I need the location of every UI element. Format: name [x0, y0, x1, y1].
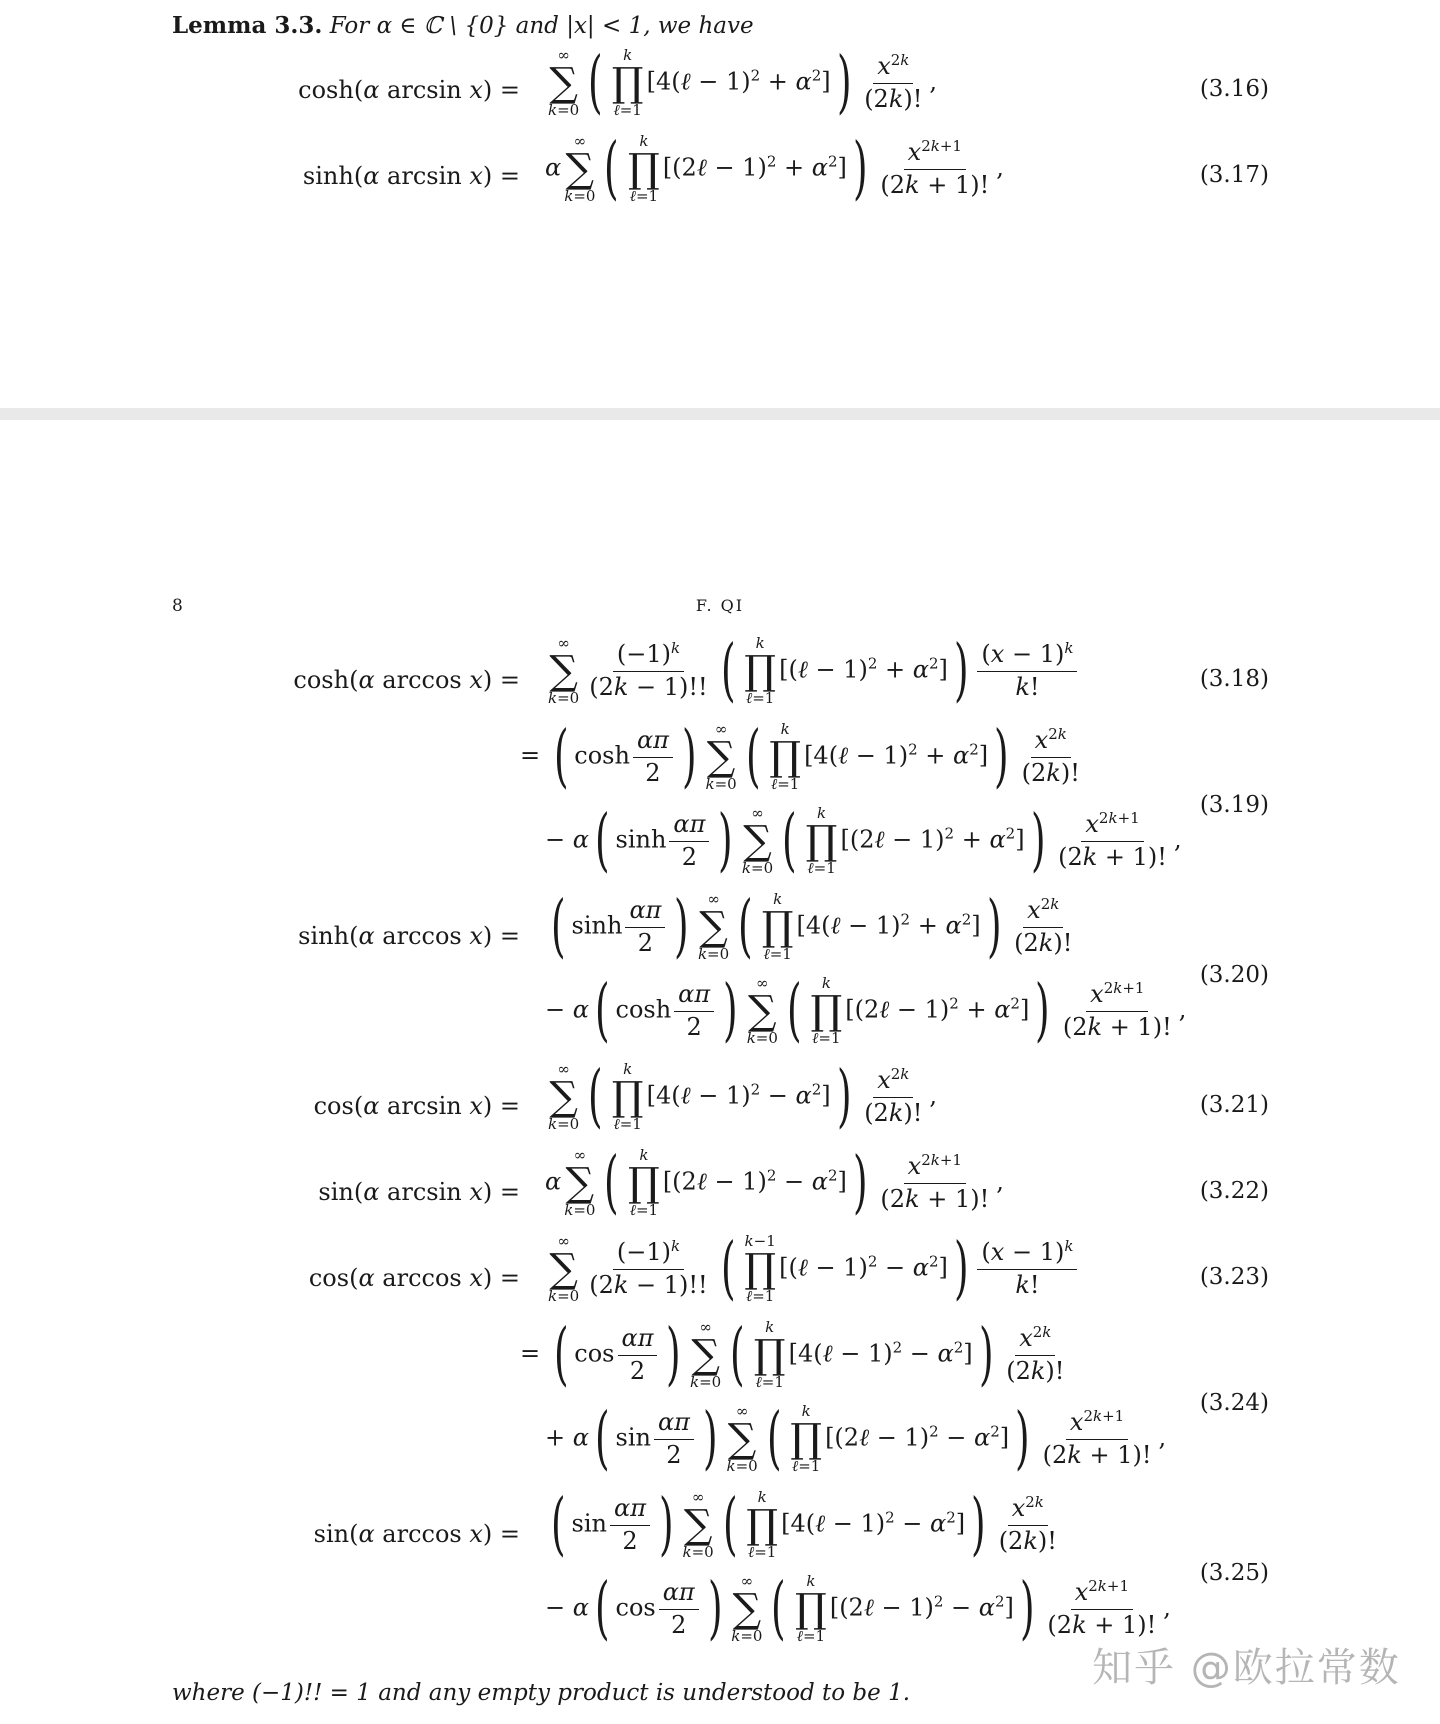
equation-rhs-line-1: ( sin $\frac{\alpha\pi}{2}$ ) ∞ ∑ k=0 ( k ∏ ℓ=1 [4(ℓ − $1)^2 - \alpha^2$]) $\frac{x^{2k}}{(2k)!}$ — [550, 1485, 1057, 1564]
equation-3-23 — [0, 1229, 1440, 1324]
page-number: 8 — [172, 596, 183, 616]
product-operator: k ∏ ℓ=1 — [744, 634, 777, 707]
equation-number: (3.25) — [1199, 1560, 1269, 1586]
equation-3-16 — [0, 43, 1440, 138]
equation-3-20 — [0, 887, 1440, 1062]
equation-rhs-line-2: − α( cosh $\frac{\alpha\pi}{2}$ ) ∞ ∑ k=0 ( k ∏ ℓ=1 [(2ℓ − $1)^2 + \alpha^2$]) $\frac{x^{2k+1}}{(2k + 1)!}$ , — [545, 971, 1187, 1050]
equation-rhs-line-1: = ( cosh $\frac{\alpha\pi}{2}$ ) ∞ ∑ k=0 ( k ∏ ℓ=1 [4(ℓ − $1)^2 + \alpha^2$]) $\frac{x^{2k}}{(2k)!}$ — [520, 717, 1080, 796]
equation-rhs: ∞ ∑ k=0 $\frac{(-1)^k}{(2k - 1)!!}$ ( k ∏ ℓ=1 [(ℓ − $1)^2 + \alpha^2$]) $\frac{(x - 1)^k}{k!}$ — [545, 636, 1080, 706]
equation-lhs: cos(α arcsin x) = — [313, 1092, 520, 1120]
equation-number: (3.24) — [1199, 1390, 1269, 1416]
fraction: $\frac{(x - 1)^k}{k!}$ — [977, 640, 1077, 701]
equation-lhs: cos(α arccos x) = — [308, 1264, 520, 1292]
equation-3-22 — [0, 1143, 1440, 1238]
equation-rhs: ∞ ∑ k=0 ( k ∏ ℓ=1 [4(ℓ − $1)^2 + \alpha^2$]) $\frac{x^{2k}}{(2k)!}$ , — [548, 43, 938, 122]
sum-operator: ∞ ∑ k=0 — [564, 132, 596, 205]
lemma-head: Lemma 3.3. — [172, 12, 323, 39]
fraction: $\frac{x^{2k}}{(2k)!}$ — [864, 51, 923, 113]
product-operator: k ∏ ℓ=1 — [627, 132, 660, 205]
page-top — [0, 0, 1440, 408]
fraction: $\frac{(-1)^k}{(2k - 1)!!}$ — [589, 639, 708, 701]
watermark: 知乎 @欧拉常数 — [1092, 1645, 1401, 1691]
equation-lhs: sinh(α arcsin x) = — [302, 162, 520, 190]
equation-rhs: α ∞ ∑ k=0 ( k ∏ ℓ=1 [(2ℓ − $1)^2 + \alpha^2$]) $\frac{x^{2k+1}}{(2k + 1)!}$ , — [545, 129, 1004, 208]
footnote: where (−1)!! = 1 and any empty product is understood to be 1. — [172, 1680, 911, 1706]
equation-3-18 — [0, 631, 1440, 726]
equation-number: (3.22) — [1199, 1178, 1269, 1204]
running-head: F. QI — [695, 596, 745, 615]
equation-lhs: sin(α arccos x) = — [313, 1520, 520, 1548]
equation-lhs: cosh(α arcsin x) = — [298, 76, 520, 104]
equation-rhs-line-1: = ( cos $\frac{\alpha\pi}{2}$ ) ∞ ∑ k=0 ( k ∏ ℓ=1 [4(ℓ − $1)^2 - \alpha^2$]) $\frac{x^{2k}}{(2k)!}$ — [520, 1315, 1065, 1394]
equation-number: (3.20) — [1199, 962, 1269, 988]
equation-number: (3.23) — [1199, 1264, 1269, 1290]
lemma-text: For α ∈ ℂ \ {0} and |x| < 1, we have — [329, 13, 754, 39]
equation-rhs-line-2: − α( cos $\frac{\alpha\pi}{2}$ ) ∞ ∑ k=0 ( k ∏ ℓ=1 [(2ℓ − $1)^2 - \alpha^2$]) $\frac{x^{2k+1}}{(2k + 1)!}$ , — [545, 1569, 1171, 1648]
page-separator — [0, 408, 1440, 420]
equation-rhs-line-2: − α( sinh $\frac{\alpha\pi}{2}$ ) ∞ ∑ k=0 ( k ∏ ℓ=1 [(2ℓ − $1)^2 + \alpha^2$]) $\frac{x^{2k+1}}{(2k + 1)!}$ , — [545, 801, 1182, 880]
equation-lhs: sin(α arcsin x) = — [318, 1178, 520, 1206]
equation-3-24 — [0, 1315, 1440, 1490]
equation-3-21 — [0, 1057, 1440, 1152]
sum-operator: ∞ ∑ k=0 — [548, 634, 580, 707]
equation-3-17 — [0, 129, 1440, 224]
sum-operator: ∞ ∑ k=0 — [548, 46, 580, 119]
equation-3-25 — [0, 1485, 1440, 1660]
lemma-statement — [172, 12, 754, 39]
equation-number: (3.18) — [1199, 666, 1269, 692]
equation-lhs: cosh(α arccos x) = — [293, 666, 520, 694]
equation-rhs-line-2: + α( sin $\frac{\alpha\pi}{2}$ ) ∞ ∑ k=0 ( k ∏ ℓ=1 [(2ℓ − $1)^2 - \alpha^2$]) $\frac{x^{2k+1}}{(2k + 1)!}$ , — [545, 1399, 1167, 1478]
equation-lhs: sinh(α arccos x) = — [298, 922, 520, 950]
equation-number: (3.19) — [1199, 792, 1269, 818]
equation-number: (3.16) — [1199, 76, 1269, 102]
fraction: $\frac{x^{2k+1}}{(2k + 1)!}$ — [880, 137, 990, 199]
equation-rhs-line-1: ( sinh $\frac{\alpha\pi}{2}$ ) ∞ ∑ k=0 ( k ∏ ℓ=1 [4(ℓ − $1)^2 + \alpha^2$]) $\frac{x^{2k}}{(2k)!}$ — [550, 887, 1073, 966]
equation-number: (3.17) — [1199, 162, 1269, 188]
equation-rhs: ∞ ∑ k=0 $\frac{(-1)^k}{(2k - 1)!!}$ ( k−1 ∏ ℓ=1 [(ℓ − $1)^2 - \alpha^2$]) $\frac{(x - 1)^k}{k!}$ — [545, 1234, 1080, 1304]
equation-rhs: ∞ ∑ k=0 ( k ∏ ℓ=1 [4(ℓ − $1)^2 - \alpha^2$]) $\frac{x^{2k}}{(2k)!}$ , — [548, 1057, 938, 1136]
product-operator: k ∏ ℓ=1 — [611, 46, 644, 119]
equation-number: (3.21) — [1199, 1092, 1269, 1118]
equation-3-19 — [0, 717, 1440, 892]
equation-rhs: α ∞ ∑ k=0 ( k ∏ ℓ=1 [(2ℓ − $1)^2 - \alpha^2$]) $\frac{x^{2k+1}}{(2k + 1)!}$ , — [545, 1143, 1004, 1222]
